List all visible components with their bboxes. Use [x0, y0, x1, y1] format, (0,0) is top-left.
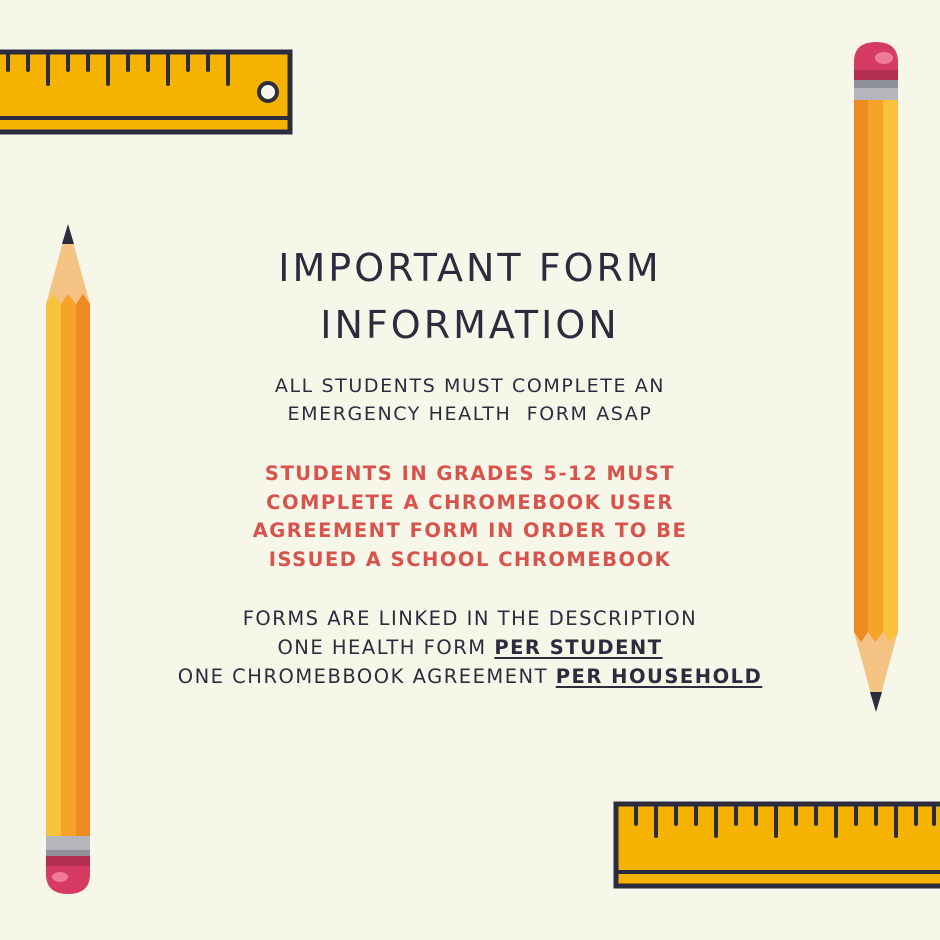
forms-info	[100, 604, 840, 691]
pencil-icon	[40, 224, 96, 896]
warning-line: COMPLETE A CHROMEBOOK USER	[266, 490, 674, 514]
title-line: INFORMATION	[320, 303, 620, 347]
health-form-notice	[100, 372, 840, 428]
per-household-emphasis: PER HOUSEHOLD	[555, 665, 763, 688]
ruler-icon	[0, 48, 296, 138]
pencil-icon	[848, 40, 904, 712]
health-form-line	[100, 633, 840, 662]
notice-line: EMERGENCY HEALTH FORM ASAP	[287, 403, 653, 425]
forms-linked-line: FORMS ARE LINKED IN THE DESCRIPTION	[242, 607, 698, 630]
health-form-prefix: ONE HEALTH FORM	[277, 636, 495, 659]
warning-line: AGREEMENT FORM IN ORDER TO BE	[252, 519, 688, 542]
chromebook-warning	[100, 460, 840, 574]
flyer-content	[100, 240, 840, 691]
per-student-emphasis: PER STUDENT	[494, 636, 663, 659]
page-title	[100, 240, 840, 354]
ruler-icon	[612, 800, 940, 892]
warning-line: STUDENTS IN GRADES 5-12 MUST	[264, 462, 676, 485]
notice-line: ALL STUDENTS MUST COMPLETE AN	[274, 375, 666, 397]
agreement-line	[100, 662, 840, 691]
agreement-prefix: ONE CHROMEBBOOK AGREEMENT	[177, 665, 556, 688]
title-line: IMPORTANT FORM	[278, 246, 662, 290]
warning-line: ISSUED A SCHOOL CHROMEBOOK	[268, 547, 672, 571]
